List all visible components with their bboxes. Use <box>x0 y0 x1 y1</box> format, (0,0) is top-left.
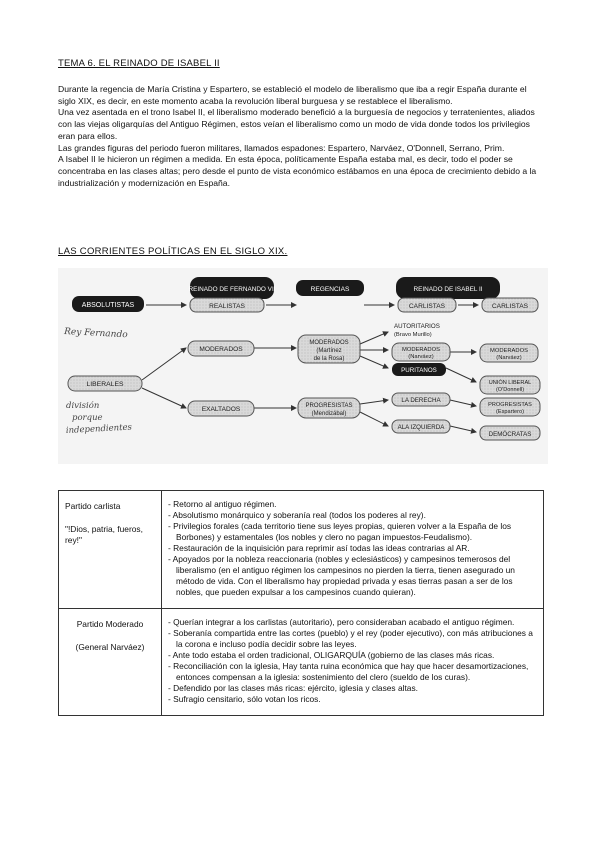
node-label: CARLISTAS <box>408 303 446 310</box>
party-leader: (General Narváez) <box>75 642 145 652</box>
node-moderados-martinez <box>298 335 360 363</box>
node-democratas <box>480 426 540 440</box>
node-label: AUTORITARIOS <box>394 323 440 330</box>
party-name-cell <box>59 609 162 716</box>
party-name-cell <box>59 491 162 609</box>
header-fernando-vii <box>189 277 276 299</box>
node-label: DEMÓCRATAS <box>488 431 532 438</box>
node-label: PURITANOS <box>401 367 437 374</box>
node-moderados-narvaez <box>480 344 538 362</box>
party-description-cell <box>162 491 544 609</box>
node-label: de la Rosa) <box>313 356 345 362</box>
party-name: Partido Moderado <box>76 619 144 629</box>
header-isabel-ii <box>396 277 500 299</box>
node-carlistas <box>398 298 456 312</box>
node-label: EXALTADOS <box>201 406 241 413</box>
list-item: - Defendido por las clases más ricas: ejército, iglesia y clases altas. <box>168 683 537 694</box>
node-label: (Narváez) <box>408 354 434 360</box>
header-label: REGENCIAS <box>310 286 350 293</box>
list-item: - Apoyados por la nobleza reaccionaria (nobles y eclesiásticos) y campesinos temerosos del liberalismo (en el antiguo régimen los campesinos no pierden la tierra, tienen asegurado un método de vida. Con el liberalismo hay propiedad privada y esas tierras pasan a ser de los nobles, que pueden expulsar a los campesinos cuando quieran). <box>168 554 537 598</box>
node-label: PROGRESISTAS <box>488 402 532 408</box>
node-liberales <box>68 376 142 391</box>
document-title: TEMA 6. EL REINADO DE ISABEL II <box>58 58 220 69</box>
node-label: LA DERECHA <box>401 397 441 404</box>
node-label: (Mendizábal) <box>311 411 347 417</box>
node-label: (Narváez) <box>496 355 522 361</box>
node-realistas <box>190 298 264 312</box>
node-label: MODERADOS <box>309 340 349 346</box>
party-motto: "!Dios, patria, fueros, rey!" <box>65 524 143 545</box>
political-currents-diagram <box>58 268 548 464</box>
node-moderados-narvaez <box>392 343 450 361</box>
node-label: REALISTAS <box>209 303 245 310</box>
node-label: LIBERALES <box>86 381 124 388</box>
list-item: - Reconciliación con la iglesia, Hay tanta ruina económica que hay que hacer desamortizaciones, entonces compensan a la iglesia: sostenimiento del clero (sueldo de los curas). <box>168 661 537 683</box>
handwritten-note: Rey Fernando <box>63 327 128 341</box>
parties-table <box>58 490 544 716</box>
paragraph: Una vez asentada en el trono Isabel II, el liberalismo moderado benefició a la burguesía de negocios y terratenientes, aliados con las viejas oligarquías del Antiguo Régimen, estos veían el liberalismo como un modo de vida donde todos los privilegios eran para ellos. <box>58 107 535 141</box>
list-item: - Sufragio censitario, sólo votan los ricos. <box>168 694 537 705</box>
list-item: - Retorno al antiguo régimen. <box>168 499 537 510</box>
list-item: - Ante todo estaba el orden tradicional, OLIGARQUÍA (gobierno de las clases más ricas. <box>168 650 537 661</box>
node-label: UNIÓN LIBERAL <box>488 380 532 386</box>
node-label: (Espartero) <box>496 409 524 415</box>
list-item: - Absolutismo monárquico y soberanía real (todos los poderes al rey). <box>168 510 537 521</box>
paragraph: A Isabel II le hicieron un régimen a medida. En esta época, políticamente España estaba mal, es decir, todo el poder se concentraba en las clases altas; pero desde el punto de vista económico estábamos en una época de crecimiento debido a la industrialización y modernización en España. <box>58 154 537 188</box>
node-label: (Bravo Murillo) <box>394 332 432 338</box>
node-union-liberal <box>480 376 540 394</box>
paragraph: Durante la regencia de María Cristina y Espartero, se estableció el modelo de liberalismo que iba a regir España durante el siglo XIX, es decir, en este momento acaba la revolución liberal burguesa y se restablece el liberalismo. <box>58 84 527 106</box>
table-row <box>59 609 544 716</box>
party-name: Partido carlista <box>65 501 121 511</box>
node-carlistas <box>482 298 538 312</box>
party-description-cell <box>162 609 544 716</box>
node-exaltados <box>188 401 254 416</box>
list-item: - Querían integrar a los carlistas (autoritario), pero consideraban acabado el antiguo régimen. <box>168 617 537 628</box>
section-subtitle: LAS CORRIENTES POLÍTICAS EN EL SIGLO XIX. <box>58 246 288 257</box>
intro-text <box>58 84 544 189</box>
list-item: - Restauración de la inquisición para reprimir así todas las ideas contrarias al AR. <box>168 543 537 554</box>
list-item: - Privilegios forales (cada territorio tiene sus leyes propias, quieren volver a la España de los Borbones) y estamentales (los nobles y clero no pagan impuestos-Feudalismo). <box>168 521 537 543</box>
node-progresistas-espartero <box>480 398 540 416</box>
node-puritanos <box>392 363 446 376</box>
node-label: ABSOLUTISTAS <box>81 302 135 309</box>
node-label: ALA IZQUIERDA <box>397 424 445 431</box>
node-label: (O'Donnell) <box>495 387 525 393</box>
node-label: (Martínez <box>316 348 342 354</box>
header-label: REINADO DE FERNANDO VII <box>188 286 276 293</box>
handwritten-note: independientes <box>65 422 133 436</box>
node-progresistas-mendizabal <box>298 398 360 418</box>
node-label: PROGRESISTAS <box>305 403 353 409</box>
node-absolutistas <box>72 296 144 312</box>
handwritten-note: división <box>66 401 100 411</box>
node-la-derecha <box>392 393 450 406</box>
header-label: REINADO DE ISABEL II <box>413 286 483 293</box>
list-item: - Soberanía compartida entre las cortes (pueblo) y el rey (poder ejecutivo), con más atribuciones a la corona e incluso podía decidir sobre las leyes. <box>168 628 537 650</box>
node-label: MODERADOS <box>199 346 243 353</box>
node-ala-izquierda <box>392 420 450 433</box>
handwritten-note: porque <box>72 413 103 423</box>
node-moderados <box>188 341 254 356</box>
node-label: CARLISTAS <box>491 303 529 310</box>
node-label: MODERADOS <box>489 348 529 354</box>
node-label: MODERADOS <box>401 347 441 353</box>
header-regencias <box>296 280 364 296</box>
paragraph: Las grandes figuras del periodo fueron militares, llamados espadones: Espartero, Narváez, O'Donnell, Serrano, Prim. <box>58 142 505 153</box>
table-row <box>59 491 544 609</box>
